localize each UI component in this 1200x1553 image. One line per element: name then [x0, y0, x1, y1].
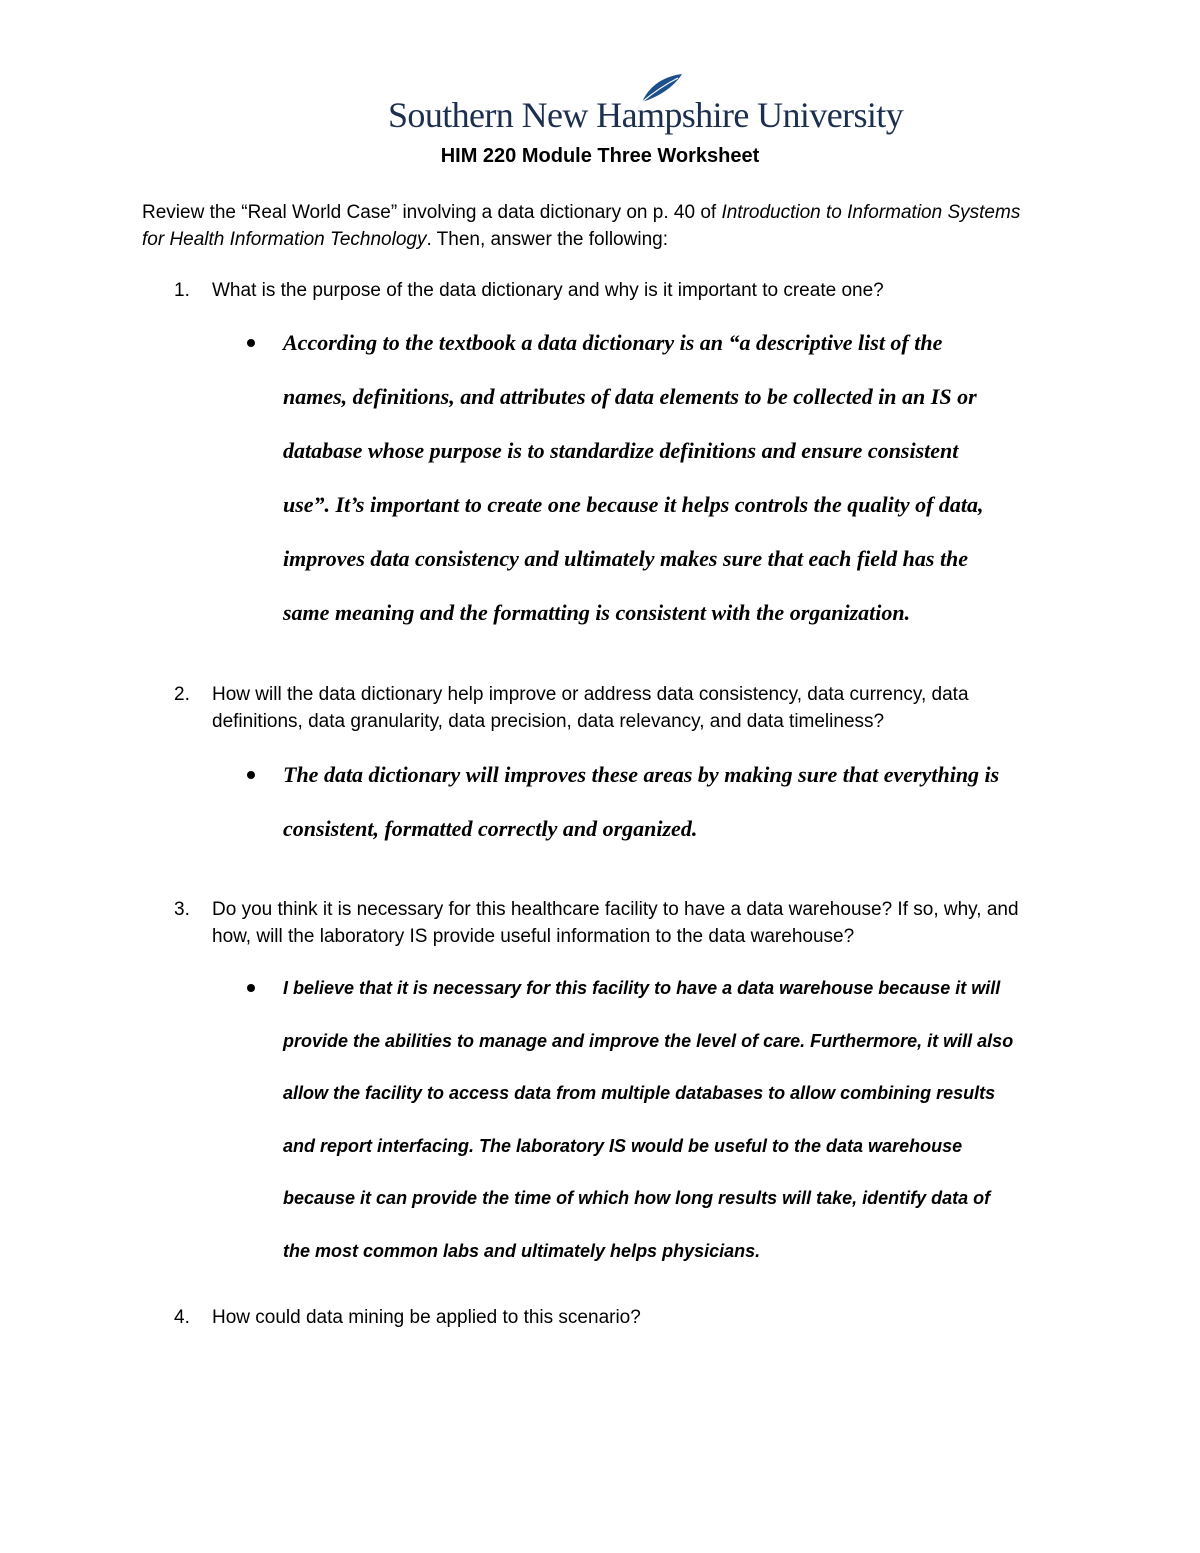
answer-line: database whose purpose is to standardize definitions and ensure consistent — [283, 438, 959, 463]
question-text: How could data mining be applied to this scenario? — [212, 1307, 641, 1328]
book-title-line2: for Health Information Technology — [142, 229, 427, 250]
question-text-line: Do you think it is necessary for this healthcare facility to have a data warehouse? If so, why, and — [212, 899, 1019, 920]
answer-line: consistent, formatted correctly and organized. — [283, 816, 698, 841]
question-text-line: how, will the laboratory IS provide useful information to the data warehouse? — [212, 926, 855, 947]
answer-2 — [283, 748, 1083, 856]
question-2 — [142, 681, 1042, 735]
answer-line: the most common labs and ultimately helps physicians. — [283, 1240, 761, 1261]
answer-line: use”. It’s important to create one because it helps controls the quality of data, — [283, 492, 984, 517]
question-4 — [142, 1304, 1042, 1331]
question-text-line: definitions, data granularity, data precision, data relevancy, and data timeliness? — [212, 711, 885, 732]
question-number: 1. — [174, 280, 190, 301]
answer-3 — [283, 962, 1083, 1277]
answer-line: improves data consistency and ultimately makes sure that each field has the — [283, 546, 969, 571]
university-logo — [388, 74, 904, 136]
question-3 — [142, 896, 1042, 950]
answer-line: allow the facility to access data from multiple databases to allow combining results — [283, 1083, 996, 1103]
answer-line: I believe that it is necessary for this facility to have a data warehouse because it will — [283, 978, 1001, 998]
bullet-icon — [247, 984, 255, 992]
bullet-icon — [247, 339, 255, 347]
answer-line: because it can provide the time of which how long results will take, identify data of — [283, 1188, 991, 1208]
question-text-line: How will the data dictionary help improve or address data consistency, data currency, data — [212, 684, 969, 705]
intro-text: Review the “Real World Case” involving a data dictionary on p. 40 of — [142, 202, 722, 223]
answer-line: According to the textbook a data dictionary is an “a descriptive list of the — [283, 330, 943, 355]
answer-1 — [283, 316, 1083, 640]
answer-line: names, definitions, and attributes of data elements to be collected in an IS or — [283, 384, 977, 409]
answer-line: provide the abilities to manage and improve the level of care. Furthermore, it will also — [283, 1030, 1014, 1051]
question-text: What is the purpose of the data dictionary and why is it important to create one? — [212, 280, 884, 301]
logo-text: Southern New Hampshire University — [388, 95, 904, 135]
answer-line: same meaning and the formatting is consistent with the organization. — [283, 600, 911, 625]
bullet-icon — [247, 771, 255, 779]
question-number: 4. — [174, 1307, 190, 1328]
answer-line: and report interfacing. The laboratory IS would be useful to the data warehouse — [283, 1135, 963, 1156]
page-title: HIM 220 Module Three Worksheet — [440, 145, 760, 167]
question-number: 3. — [174, 899, 190, 920]
intro-text-end: . Then, answer the following: — [426, 229, 668, 250]
question-number: 2. — [174, 684, 190, 705]
question-1 — [142, 277, 1042, 304]
answer-line: The data dictionary will improves these areas by making sure that everything is — [283, 762, 1000, 787]
book-title-line1: Introduction to Information Systems — [721, 202, 1021, 223]
intro-paragraph — [142, 199, 1072, 253]
